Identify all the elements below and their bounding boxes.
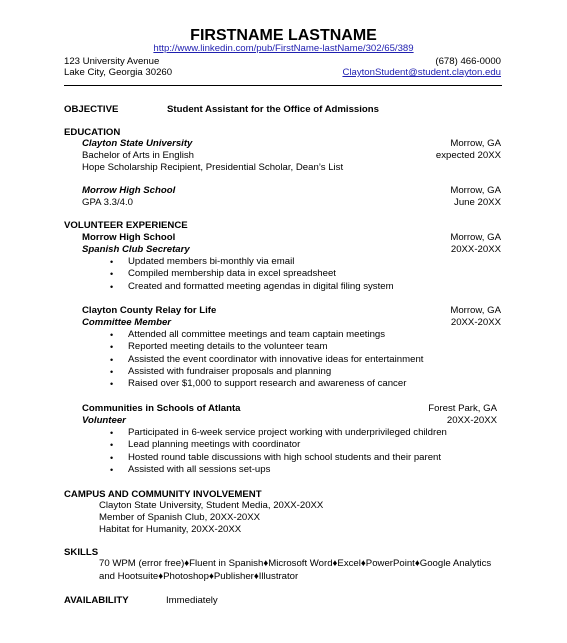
bullet-text: Assisted with all sessions set-ups	[128, 463, 271, 475]
bullet-text: Lead planning meetings with coordinator	[128, 439, 301, 451]
volunteer-role-2: Committee Member	[82, 317, 172, 328]
bullet-text: Raised over $1,000 to support research and awareness of cancer	[128, 378, 407, 390]
campus-line-3: Habitat for Humanity, 20XX-20XX	[99, 524, 242, 535]
volunteer-org-1: Morrow High School	[82, 232, 176, 243]
education-heading: EDUCATION	[64, 127, 121, 138]
education-school-1: Clayton State University	[82, 138, 193, 149]
address-line-2: Lake City, Georgia 30260	[64, 67, 173, 78]
volunteer-location-1: Morrow, GA	[450, 232, 501, 243]
volunteer-role-1: Spanish Club Secretary	[82, 244, 190, 255]
bullet-icon: •	[110, 366, 114, 377]
list-item	[110, 268, 394, 280]
volunteer-bullets-2	[110, 329, 423, 390]
volunteer-date-1: 20XX-20XX	[450, 244, 501, 255]
resume-name: FIRSTNAME LASTNAME	[190, 27, 377, 44]
education-degree-1: Bachelor of Arts in English	[82, 150, 194, 161]
education-date-2: June 20XX	[454, 197, 501, 208]
list-item	[110, 452, 447, 464]
education-location-1: Morrow, GA	[450, 138, 501, 149]
education-degree-2: GPA 3.3/4.0	[82, 197, 134, 208]
bullet-text: Assisted the event coordinator with innovative ideas for entertainment	[128, 353, 424, 365]
bullet-icon: •	[110, 330, 114, 340]
volunteer-date-2: 20XX-20XX	[450, 317, 501, 328]
volunteer-org-3: Communities in Schools of Atlanta	[82, 403, 241, 414]
skills-text: 70 WPM (error free)♦Fluent in Spanish♦Microsoft Word♦Excel♦PowerPoint♦Google Analytics and Hootsuite♦Photoshop♦Publisher♦Illustrator	[99, 558, 492, 582]
list-item	[110, 464, 447, 476]
list-item	[110, 341, 423, 353]
objective-text: Student Assistant for the Office of Admissions	[167, 104, 379, 115]
bullet-icon: •	[110, 379, 114, 390]
list-item	[110, 427, 447, 439]
volunteer-date-3: 20XX-20XX	[446, 415, 497, 426]
header-divider	[64, 85, 502, 86]
bullet-icon: •	[110, 269, 114, 280]
education-location-2: Morrow, GA	[450, 185, 501, 196]
list-item	[110, 378, 423, 390]
list-item	[110, 366, 423, 378]
bullet-text: Participated in 6-week service project working with underprivileged children	[128, 427, 447, 438]
email-link[interactable]: ClaytonStudent@student.clayton.edu	[342, 67, 501, 78]
availability-heading: AVAILABILITY	[64, 595, 129, 606]
campus-heading: CAMPUS AND COMMUNITY INVOLVEMENT	[64, 489, 262, 500]
bullet-icon: •	[110, 342, 114, 353]
bullet-icon: •	[110, 464, 114, 475]
bullet-icon: •	[110, 428, 114, 438]
objective-heading: OBJECTIVE	[64, 104, 119, 115]
bullet-text: Created and formatted meeting agendas in digital filing system	[128, 280, 394, 292]
availability-text: Immediately	[166, 595, 218, 606]
volunteer-location-2: Morrow, GA	[450, 305, 501, 316]
address-line-1: 123 University Avenue	[64, 56, 160, 67]
education-school-2: Morrow High School	[82, 185, 176, 196]
bullet-icon: •	[110, 281, 114, 292]
phone-number: (678) 466-0000	[435, 56, 501, 67]
bullet-text: Assisted with fundraiser proposals and planning	[128, 365, 332, 377]
bullet-text: Attended all committee meetings and team captain meetings	[128, 329, 386, 340]
list-item	[110, 256, 394, 268]
linkedin-link[interactable]: http://www.linkedin.com/pub/FirstName-lastName/302/65/389	[153, 43, 414, 54]
volunteer-role-3: Volunteer	[82, 415, 126, 426]
bullet-text: Reported meeting details to the volunteer team	[128, 341, 328, 353]
bullet-text: Hosted round table discussions with high school students and their parent	[128, 451, 442, 463]
bullet-icon: •	[110, 452, 114, 463]
volunteer-heading: VOLUNTEER EXPERIENCE	[64, 220, 188, 231]
education-honors-1: Hope Scholarship Recipient, Presidential Scholar, Dean’s List	[82, 162, 344, 173]
bullet-text: Updated members bi-monthly via email	[128, 256, 295, 267]
volunteer-location-3: Forest Park, GA	[428, 403, 497, 414]
list-item	[110, 281, 394, 293]
campus-line-1: Clayton State University, Student Media, 20XX-20XX	[99, 500, 324, 511]
campus-line-2: Member of Spanish Club, 20XX-20XX	[99, 512, 261, 523]
volunteer-org-2: Clayton County Relay for Life	[82, 305, 217, 316]
list-item	[110, 439, 447, 451]
bullet-icon: •	[110, 440, 114, 451]
bullet-icon: •	[110, 354, 114, 365]
volunteer-bullets-3	[110, 427, 447, 476]
list-item	[110, 329, 423, 341]
bullet-icon: •	[110, 257, 114, 267]
list-item	[110, 354, 423, 366]
bullet-text: Compiled membership data in excel spreadsheet	[128, 268, 336, 280]
education-date-1: expected 20XX	[435, 150, 501, 161]
skills-heading: SKILLS	[64, 547, 99, 558]
volunteer-bullets-1	[110, 256, 394, 293]
